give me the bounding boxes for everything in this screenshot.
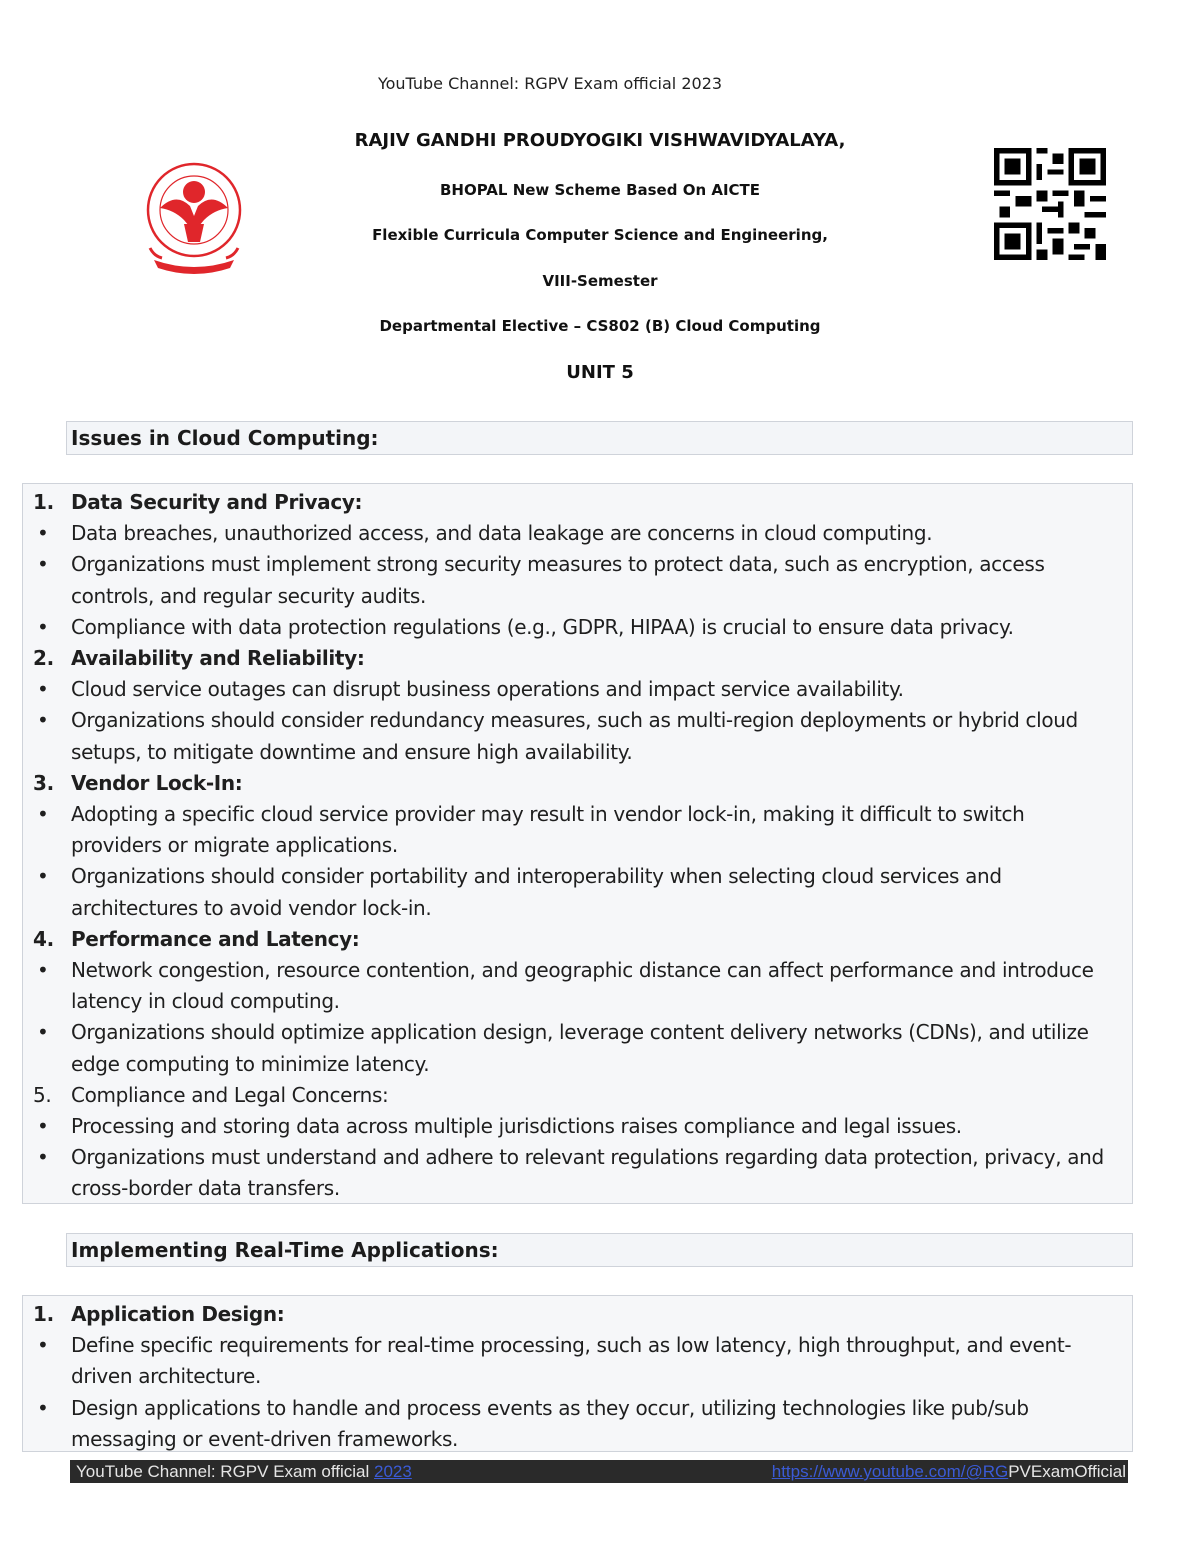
list-number: 4. (33, 926, 54, 951)
list-item-text: Organizations must implement strong security measures to protect data, such as encryption, access controls, and regular security audits. (71, 552, 1045, 608)
list-item-text: Cloud service outages can disrupt business operations and impact service availability. (71, 677, 904, 702)
bullet-marker: • (37, 1145, 49, 1170)
top-channel-text: YouTube Channel: RGPV Exam official 2023 (377, 74, 723, 93)
list-number: 3. (33, 770, 54, 795)
bullet-marker: • (37, 708, 49, 733)
list-item-text: Network congestion, resource contention, and geographic distance can affect performance and introduce latency in cloud computing. (71, 958, 1094, 1014)
bullet-item (33, 518, 1120, 549)
footer-year: 2023 (374, 1462, 412, 1481)
subject-line: Departmental Elective – CS802 (B) Cloud Computing (379, 317, 821, 335)
bullet-item (33, 612, 1120, 643)
scheme-line: BHOPAL New Scheme Based On AICTE (439, 181, 761, 199)
realtime-content (22, 1295, 1133, 1452)
bullet-marker: • (37, 864, 49, 889)
bullet-item (33, 549, 1120, 611)
list-item-text: Processing and storing data across multiple jurisdictions raises compliance and legal issues. (71, 1114, 962, 1139)
footer-link-group (772, 1460, 1126, 1483)
list-item-text: Compliance with data protection regulations (e.g., GDPR, HIPAA) is crucial to ensure data privacy. (71, 614, 1014, 639)
list-item-text: Compliance and Legal Concerns: (71, 1082, 389, 1107)
qr-code (994, 148, 1106, 260)
bullet-item (33, 1017, 1120, 1079)
unit-title: UNIT 5 (566, 362, 634, 383)
bullet-marker: • (37, 1114, 49, 1139)
footer-channel-group (76, 1460, 412, 1483)
section-title-issues: Issues in Cloud Computing: (66, 421, 1133, 455)
list-number: 2. (33, 646, 54, 671)
numbered-heading (33, 643, 1120, 674)
footer-link[interactable]: https://www.youtube.com/@RG (771, 1462, 1009, 1481)
bullet-item (33, 1330, 1120, 1392)
list-item-text: Define specific requirements for real-time processing, such as low latency, high throughput, and event-driven architecture. (71, 1333, 1072, 1389)
list-item-text: Design applications to handle and process events as they occur, utilizing technologies like pub/sub messaging or event-driven frameworks. (71, 1395, 1029, 1451)
list-item-text: Availability and Reliability: (71, 646, 365, 671)
bullet-marker: • (37, 958, 49, 983)
list-item-text: Adopting a specific cloud service provider may result in vendor lock-in, making it difficult to switch providers or migrate applications. (71, 802, 1025, 858)
bullet-item (33, 705, 1120, 767)
numbered-heading (33, 924, 1120, 955)
list-item-text: Data breaches, unauthorized access, and data leakage are concerns in cloud computing. (71, 521, 933, 546)
list-item-text: Performance and Latency: (71, 926, 360, 951)
bullet-item (33, 955, 1120, 1017)
bullet-marker: • (37, 552, 49, 577)
bullet-marker: • (37, 1395, 49, 1420)
curricula-line: Flexible Curricula Computer Science and Engineering, (372, 226, 828, 244)
list-number: 5. (33, 1082, 52, 1107)
bullet-item (33, 674, 1120, 705)
list-item-text: Organizations must understand and adhere to relevant regulations regarding data protection, privacy, and cross-border data transfers. (71, 1145, 1104, 1201)
footer-link-rest[interactable]: PVExamOfficial (1008, 1462, 1126, 1481)
bullet-marker: • (37, 1020, 49, 1045)
semester-line: VIII-Semester (542, 272, 658, 290)
bullet-item (33, 1142, 1120, 1204)
bullet-item (33, 1111, 1120, 1142)
issues-content (22, 483, 1133, 1204)
university-name: RAJIV GANDHI PROUDYOGIKI VISHWAVIDYALAYA, (354, 130, 846, 151)
list-number: 1. (33, 1302, 54, 1326)
list-item-text: Application Design: (71, 1302, 285, 1326)
list-item-text: Organizations should consider portability and interoperability when selecting cloud services and architectures to avoid vendor lock-in. (71, 864, 1002, 920)
section-title-realtime: Implementing Real-Time Applications: (66, 1233, 1133, 1267)
bullet-item (33, 799, 1120, 861)
bullet-marker: • (37, 677, 49, 702)
bullet-marker: • (37, 521, 49, 546)
numbered-heading (33, 487, 1120, 518)
list-item-text: Data Security and Privacy: (71, 490, 363, 514)
list-item-text: Organizations should consider redundancy measures, such as multi-region deployments or hybrid cloud setups, to mitigate downtime and ensure high availability. (71, 708, 1078, 764)
university-logo (140, 162, 248, 278)
numbered-heading (33, 1080, 1120, 1111)
bullet-item (33, 1393, 1120, 1455)
bullet-marker: • (37, 614, 49, 639)
numbered-heading (33, 1299, 1120, 1330)
list-number: 1. (33, 490, 54, 514)
bullet-item (33, 861, 1120, 923)
bullet-marker: • (37, 802, 49, 827)
bullet-marker: • (37, 1333, 49, 1358)
list-item-text: Vendor Lock-In: (71, 770, 243, 795)
list-item-text: Organizations should optimize application design, leverage content delivery networks (CDNs), and utilize edge computing to minimize latency. (71, 1020, 1089, 1076)
footer-channel: YouTube Channel: RGPV Exam official (76, 1462, 370, 1481)
numbered-heading (33, 768, 1120, 799)
footer-bar (70, 1460, 1128, 1483)
